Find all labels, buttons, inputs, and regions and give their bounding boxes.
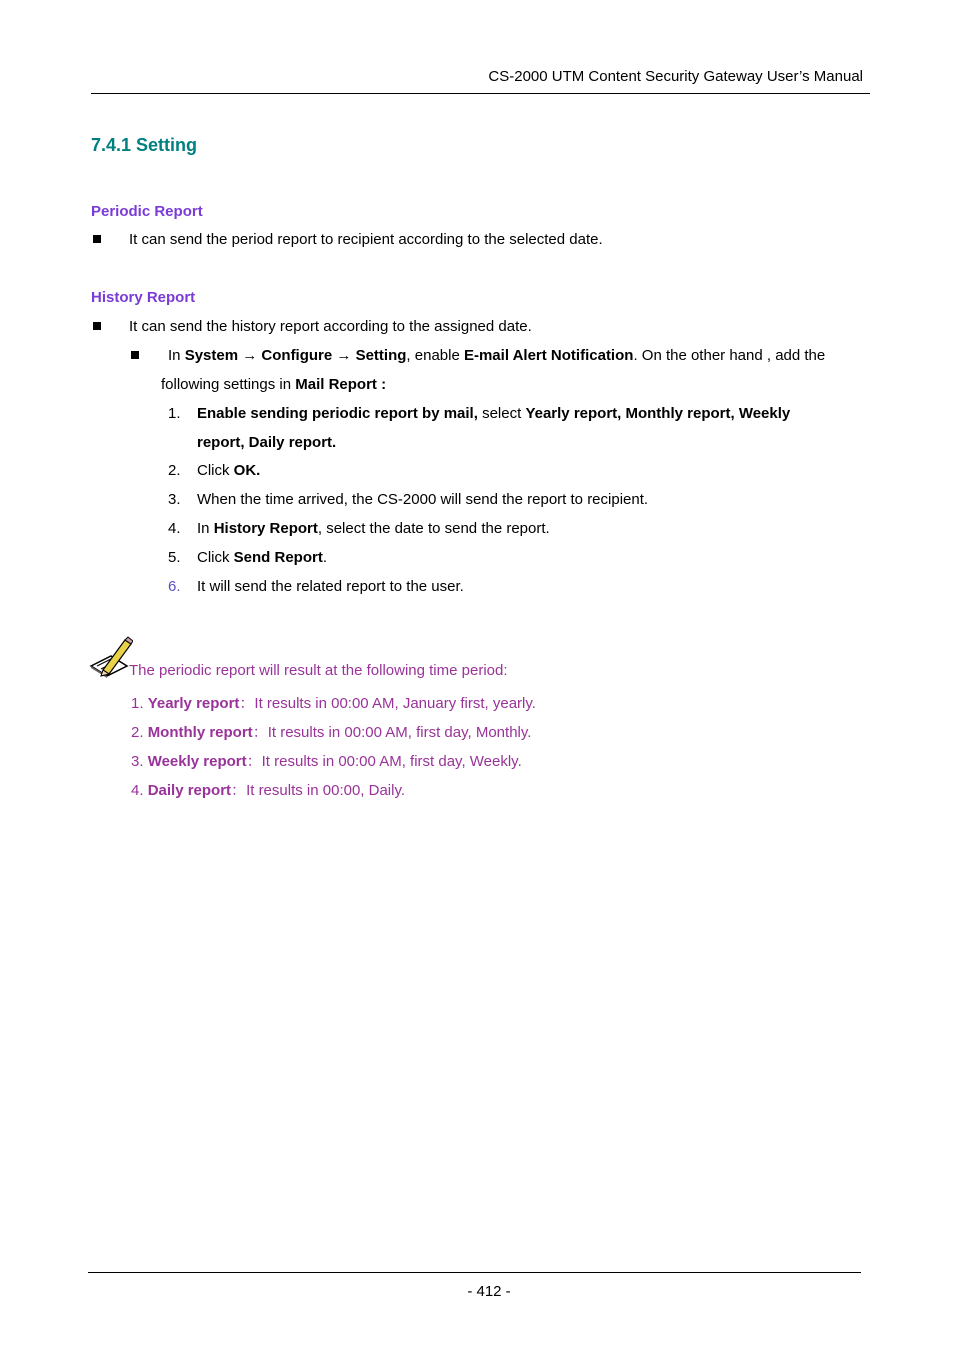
text: 3. — [131, 753, 148, 770]
step-1-line-1 — [197, 405, 790, 422]
text: select — [477, 405, 526, 422]
periodic-report-heading: Periodic Report — [91, 203, 203, 220]
text: report, Daily report. — [197, 434, 337, 451]
footer-rule — [88, 1272, 861, 1273]
step-number: 6. — [168, 578, 181, 595]
text: It results in 00:00, Daily. — [246, 782, 406, 799]
text: following settings in — [161, 376, 296, 393]
page-number: - 412 - — [467, 1283, 511, 1300]
arrow-right-icon: → — [238, 347, 262, 364]
text: In — [168, 347, 185, 364]
header-title: CS-2000 UTM Content Security Gateway User’s Manual — [488, 68, 863, 85]
text: It results in 00:00 AM, first day, Weekly. — [261, 753, 522, 770]
note-pencil-icon — [89, 636, 133, 678]
periodic-report-text: It can send the period report to recipient according to the selected date. — [129, 231, 603, 248]
text: In — [197, 520, 214, 537]
history-report-text: It can send the history report according to the assigned date. — [129, 318, 532, 335]
text: 2. — [131, 724, 148, 741]
step-2 — [197, 462, 260, 479]
email-alert-notification: E-mail Alert Notification — [463, 347, 634, 364]
step-number: 4. — [168, 520, 181, 537]
step-1-line-2 — [197, 434, 336, 451]
ok-label: OK. — [233, 462, 261, 479]
text: ： — [239, 695, 255, 712]
sub-bullet-line-2 — [161, 376, 386, 393]
header-rule — [91, 93, 870, 94]
note-intro: The periodic report will result at the following time period: — [129, 662, 508, 679]
step-3: When the time arrived, the CS-2000 will send the report to recipient. — [197, 491, 649, 508]
text: ： — [231, 782, 247, 799]
history-report-label: History Report — [213, 520, 318, 537]
note-item — [131, 779, 405, 800]
menu-setting: Setting — [355, 347, 407, 364]
note-label: Yearly report — [147, 695, 240, 712]
text: It results in 00:00 AM, first day, Monthly. — [267, 724, 532, 741]
step-4 — [197, 520, 550, 537]
note-pencil-icon — [89, 636, 133, 678]
step-5 — [197, 549, 327, 566]
step-number: 2. — [168, 462, 181, 479]
text: , enable — [406, 347, 464, 364]
step-number: 5. — [168, 549, 181, 566]
note-item — [131, 721, 531, 742]
text: Click — [197, 462, 234, 479]
sub-bullet-line-1 — [168, 347, 825, 364]
send-report-label: Send Report — [233, 549, 323, 566]
section-heading: 7.4.1 Setting — [91, 135, 198, 155]
text: 4. — [131, 782, 148, 799]
note-item — [131, 692, 536, 713]
arrow-right-icon: → — [332, 347, 356, 364]
step-number: 3. — [168, 491, 181, 508]
text: Click — [197, 549, 234, 566]
text: . — [322, 549, 328, 566]
note-item — [131, 750, 522, 771]
text: ： — [252, 724, 268, 741]
note-label: Monthly report — [147, 724, 253, 741]
text: 1. — [131, 695, 148, 712]
bullet-square-icon — [93, 322, 101, 330]
text: , select the date to send the report. — [317, 520, 550, 537]
menu-system: System — [184, 347, 239, 364]
text: . On the other hand , add the — [633, 347, 826, 364]
text: Yearly report, Monthly report, Weekly — [525, 405, 791, 422]
text: ： — [246, 753, 262, 770]
note-label: Daily report — [147, 782, 232, 799]
menu-configure: Configure — [261, 347, 333, 364]
step-number: 1. — [168, 405, 181, 422]
text: It results in 00:00 AM, January first, yearly. — [254, 695, 536, 712]
step-6: It will send the related report to the user. — [197, 578, 464, 595]
bullet-square-icon — [93, 235, 101, 243]
note-label: Weekly report — [147, 753, 247, 770]
bullet-square-icon — [131, 351, 139, 359]
text: Enable sending periodic report by mail, — [197, 405, 478, 422]
mail-report-label: Mail Report : — [295, 376, 387, 393]
history-report-heading: History Report — [91, 289, 196, 306]
